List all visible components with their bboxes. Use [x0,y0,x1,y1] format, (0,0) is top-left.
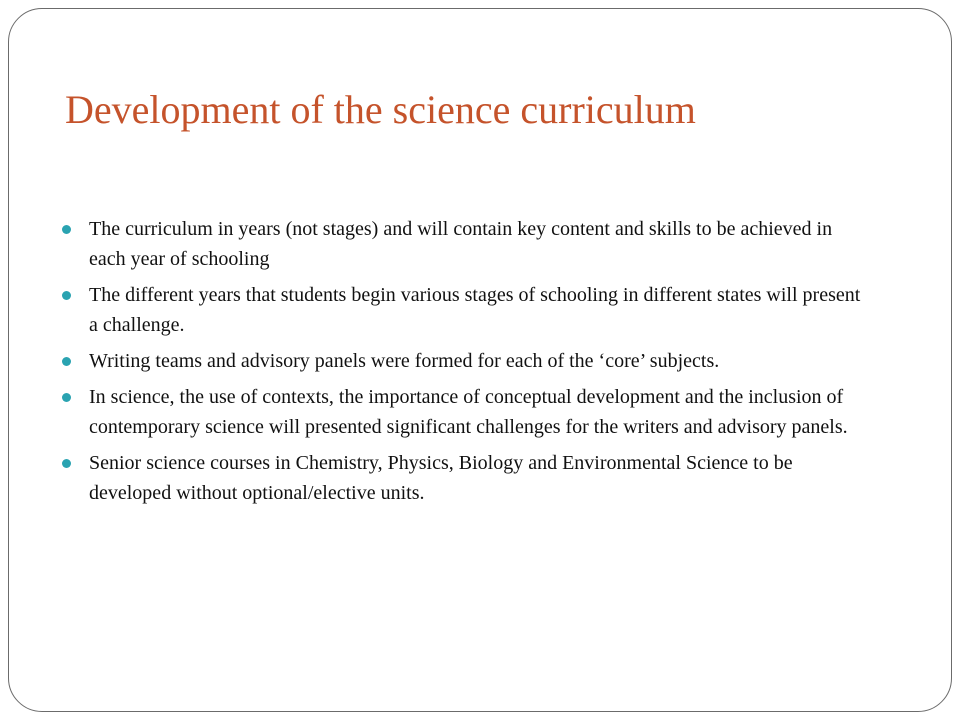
bullet-text: The different years that students begin various stages of schooling in different states will present a challenge. [89,284,861,336]
bullet-text: In science, the use of contexts, the importance of conceptual development and the inclusion of contemporary science will presented significant challenges for the writers and advisory panels. [89,386,848,438]
bullet-dot-icon [62,291,71,300]
bullet-dot-icon [62,357,71,366]
bullet-item [62,346,862,376]
bullet-item [62,382,862,442]
bullet-item [62,280,862,340]
bullet-item [62,448,862,508]
bullet-item [62,214,862,274]
bullet-text: Writing teams and advisory panels were formed for each of the ‘core’ subjects. [89,350,720,372]
bullet-text: The curriculum in years (not stages) and will contain key content and skills to be achieved in each year of schooling [89,218,833,270]
bullet-text: Senior science courses in Chemistry, Physics, Biology and Environmental Science to be developed without optional/elective units. [89,452,793,504]
bullet-list [62,214,862,514]
slide-title: Development of the science curriculum [65,87,696,132]
bullet-dot-icon [62,393,71,402]
bullet-dot-icon [62,225,71,234]
bullet-dot-icon [62,459,71,468]
